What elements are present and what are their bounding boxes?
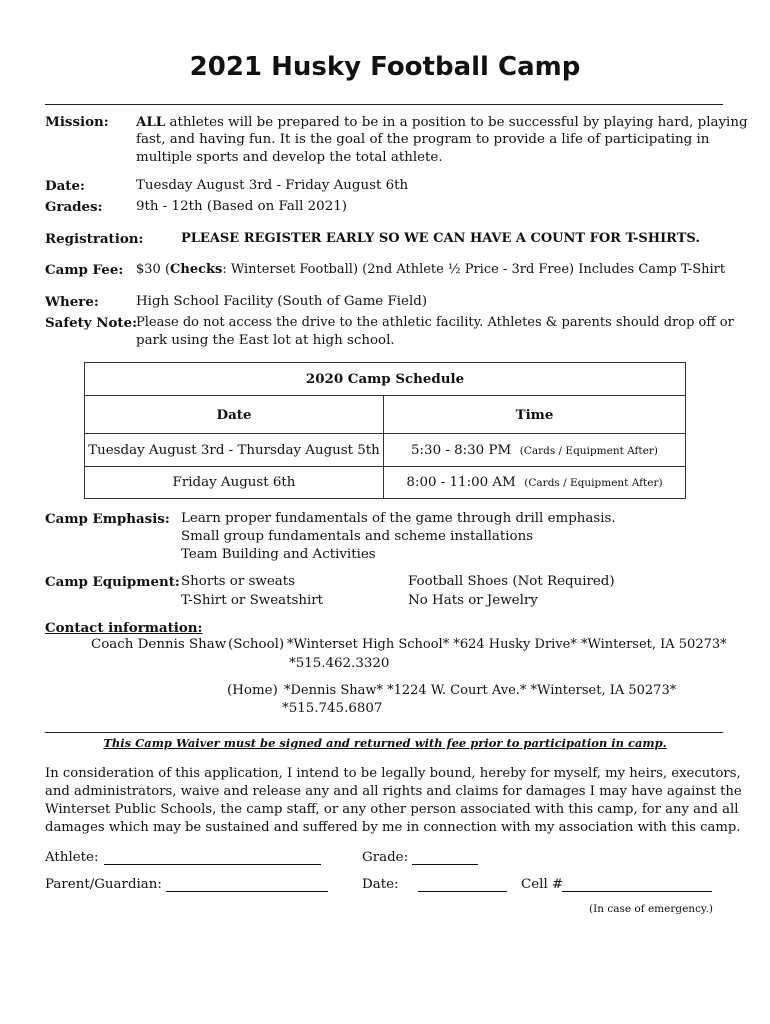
where-value: High School Facility (South of Game Field)	[136, 294, 428, 309]
safety-label: Safety Note:	[45, 315, 138, 331]
cell-field[interactable]	[562, 875, 712, 892]
waiver-notice: This Camp Waiver must be signed and returned with fee prior to participation in camp.	[103, 736, 667, 750]
date-field-label: Date:	[362, 877, 399, 892]
schedule-title: 2020 Camp Schedule	[85, 363, 686, 396]
emphasis-item: Team Building and Activities	[181, 547, 376, 562]
mission-line-1	[136, 113, 748, 132]
camp-fee-part-1: $30 (	[136, 262, 171, 277]
equipment-item: T-Shirt or Sweatshirt	[181, 593, 324, 608]
athlete-label: Athlete:	[45, 850, 99, 865]
schedule-row-date: Tuesday August 3rd - Thursday August 5th	[85, 434, 384, 467]
mission-line-1-text: athletes will be prepared to be in a position to be successful by playing hard, playing	[165, 115, 748, 130]
emphasis-item: Learn proper fundamentals of the game through drill emphasis.	[181, 511, 616, 526]
contact-name: Coach Dennis Shaw	[91, 637, 227, 652]
waiver-line: and administrators, waive and release any and all rights and claims for damages I may have against the	[45, 784, 742, 799]
schedule-col-date: Date	[85, 396, 384, 434]
table-row	[85, 434, 686, 467]
contact-home-address: *Dennis Shaw* *1224 W. Court Ave.* *Winterset, IA 50273*	[284, 683, 677, 698]
schedule-row-time	[384, 467, 686, 499]
emphasis-label: Camp Emphasis:	[45, 511, 170, 527]
parent-guardian-field[interactable]	[166, 875, 328, 892]
schedule-time-value: 5:30 - 8:30 PM	[411, 442, 512, 458]
grades-value: 9th - 12th (Based on Fall 2021)	[136, 199, 347, 214]
schedule-table	[84, 362, 686, 499]
contact-heading: Contact information:	[45, 620, 203, 636]
camp-fee-checks: Checks	[170, 262, 223, 277]
waiver-line: damages which may be sustained and suffered by me in connection with my association with this camp.	[45, 820, 741, 835]
schedule-row-time	[384, 434, 686, 467]
camp-fee-label: Camp Fee:	[45, 262, 124, 278]
camp-fee-value	[136, 261, 725, 279]
camp-fee-part-2: : Winterset Football) (2nd Athlete ½ Price - 3rd Free) Includes Camp T-Shirt	[222, 262, 726, 277]
contact-school-phone: *515.462.3320	[289, 656, 390, 671]
date-value: Tuesday August 3rd - Friday August 6th	[136, 178, 409, 193]
mission-line-2: fast, and having fun. It is the goal of the program to provide a life of participating in	[136, 132, 710, 147]
mission-line-3: multiple sports and develop the total athlete.	[136, 150, 443, 165]
grade-label: Grade:	[362, 850, 409, 865]
registration-label: Registration:	[45, 231, 144, 247]
waiver-line: In consideration of this application, I intend to be legally bound, hereby for myself, my heirs, executors,	[45, 766, 741, 781]
equipment-item: Football Shoes (Not Required)	[408, 574, 615, 589]
schedule-time-note: (Cards / Equipment After)	[524, 477, 663, 489]
grades-label: Grades:	[45, 199, 103, 215]
schedule-time-note: (Cards / Equipment After)	[519, 444, 658, 457]
schedule-time-value: 8:00 - 11:00 AM	[406, 475, 516, 490]
cell-note: (In case of emergency.)	[589, 903, 713, 915]
schedule-col-time: Time	[384, 396, 686, 434]
emphasis-item: Small group fundamentals and scheme installations	[181, 529, 534, 544]
mission-label: Mission:	[45, 114, 109, 130]
registration-notice: PLEASE REGISTER EARLY SO WE CAN HAVE A COUNT FOR T-SHIRTS.	[181, 231, 700, 246]
safety-line-1: Please do not access the drive to the athletic facility. Athletes & parents should drop off or	[136, 315, 734, 330]
waiver-divider	[45, 732, 723, 733]
contact-school-address: *Winterset High School* *624 Husky Drive* *Winterset, IA 50273*	[287, 637, 727, 652]
equipment-item: Shorts or sweats	[181, 574, 295, 589]
grade-field[interactable]	[412, 848, 478, 865]
safety-line-2: park using the East lot at high school.	[136, 333, 395, 348]
date-label: Date:	[45, 178, 85, 194]
equipment-item: No Hats or Jewelry	[408, 593, 538, 608]
contact-school-label: (School)	[228, 637, 285, 652]
where-label: Where:	[45, 294, 99, 310]
cell-label: Cell #	[521, 877, 564, 892]
table-row	[85, 467, 686, 499]
waiver-line: Winterset Public Schools, the camp staff, or any other person associated with this camp, for any and all	[45, 802, 739, 817]
mission-lead: ALL	[136, 114, 166, 130]
title-divider	[45, 104, 723, 105]
parent-guardian-label: Parent/Guardian:	[45, 877, 162, 892]
date-field[interactable]	[418, 875, 507, 892]
contact-home-phone: *515.745.6807	[282, 701, 383, 716]
schedule-row-date: Friday August 6th	[85, 467, 384, 499]
athlete-field[interactable]	[104, 848, 321, 865]
contact-home-label: (Home)	[227, 683, 278, 698]
page-title: 2021 Husky Football Camp	[189, 52, 581, 82]
equipment-label: Camp Equipment:	[45, 574, 180, 590]
